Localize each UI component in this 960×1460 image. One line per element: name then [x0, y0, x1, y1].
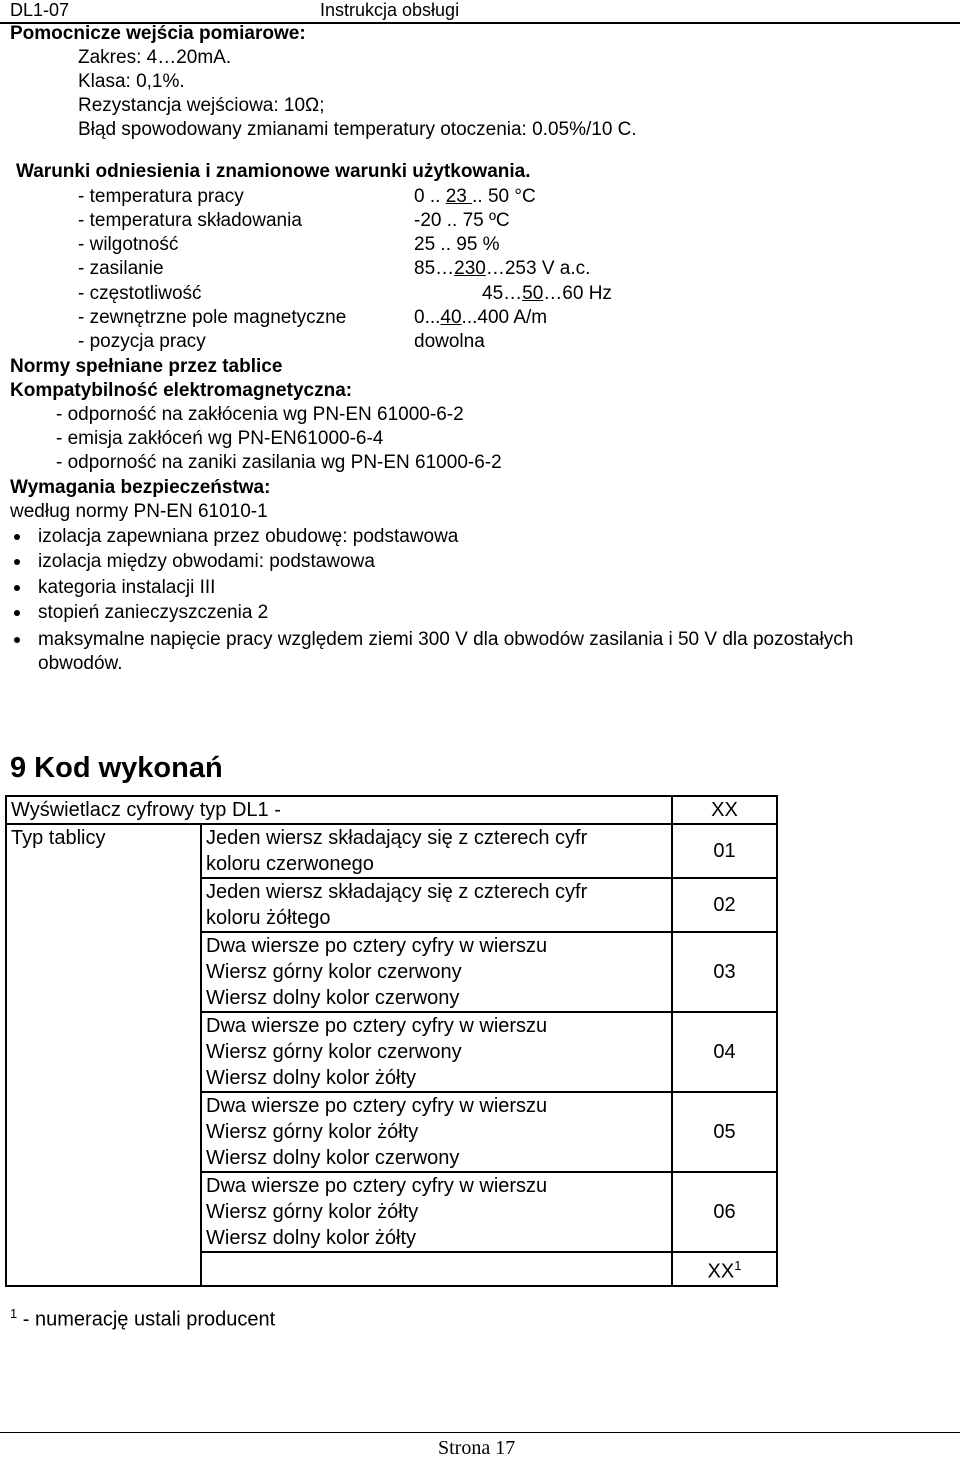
- table-cell-code: 02: [672, 878, 777, 932]
- bullet-icon: [14, 637, 20, 643]
- table-row: [6, 824, 777, 878]
- ref-label: - częstotliwość: [78, 283, 202, 304]
- table-cell: [201, 1252, 672, 1286]
- section-9-title: 9 Kod wykonań: [10, 752, 223, 784]
- table-cell-code: 03: [672, 932, 777, 1012]
- safety-norm: według normy PN-EN 61010-1: [10, 501, 268, 522]
- table-cell-code: XX: [672, 796, 777, 824]
- ref-label: - zewnętrzne pole magnetyczne: [78, 307, 347, 328]
- ref-value: 45…50…60 Hz: [482, 283, 612, 304]
- ref-value: 0 .. 23 .. 50 °C: [414, 186, 536, 207]
- ref-label: - wilgotność: [78, 234, 179, 255]
- table-cell-code: 01: [672, 824, 777, 878]
- page-header: [0, 0, 960, 24]
- table-cell-code: 04: [672, 1012, 777, 1092]
- reference-title: Warunki odniesienia i znamionowe warunki użytkowania.: [16, 161, 531, 182]
- aux-temp-error: Błąd spowodowany zmianami temperatury otoczenia: 0.05%/10 C.: [78, 119, 637, 140]
- table-cell: Dwa wiersze po cztery cyfry w wierszu Wiersz górny kolor żółty Wiersz dolny kolor żółty: [201, 1172, 672, 1252]
- safety-bullet: maksymalne napięcie pracy względem ziemi 300 V dla obwodów zasilania i 50 V dla pozostałych: [38, 629, 854, 650]
- doc-id: DL1-07: [10, 0, 70, 20]
- bullet-icon: [14, 559, 20, 565]
- ref-value: dowolna: [414, 331, 485, 352]
- table-cell: Dwa wiersze po cztery cyfry w wierszu Wiersz górny kolor czerwony Wiersz dolny kolor żółty: [201, 1012, 672, 1092]
- doc-type: Instrukcja obsługi: [320, 0, 460, 20]
- ref-value: 0...40...400 A/m: [414, 307, 548, 328]
- table-cell-code: 06: [672, 1172, 777, 1252]
- emc-title: Kompatybilność elektromagnetyczna:: [10, 380, 353, 401]
- table-row: [6, 796, 777, 824]
- ref-value: 25 .. 95 %: [414, 234, 500, 255]
- table-cell: Typ tablicy: [6, 824, 201, 1286]
- ref-label: - zasilanie: [78, 258, 164, 279]
- safety-bullet-cont: obwodów.: [38, 653, 123, 674]
- bullet-icon: [14, 534, 20, 540]
- emc-item: - emisja zakłóceń wg PN-EN61000-6-4: [56, 428, 384, 449]
- safety-bullet: izolacja zapewniana przez obudowę: podstawowa: [38, 526, 459, 547]
- page-footer: [0, 1432, 960, 1459]
- ref-label: - temperatura pracy: [78, 186, 244, 207]
- bullet-icon: [14, 610, 20, 616]
- ref-value: -20 .. 75 ºC: [414, 210, 510, 231]
- ref-label: - pozycja pracy: [78, 331, 206, 352]
- safety-bullet: stopień zanieczyszczenia 2: [38, 602, 269, 623]
- table-cell: Jeden wiersz składający się z czterech cyfr koloru czerwonego: [201, 824, 672, 878]
- aux-resistance: Rezystancja wejściowa: 10Ω;: [78, 95, 325, 116]
- norms-title: Normy spełniane przez tablice: [10, 356, 283, 377]
- table-cell-code: 05: [672, 1092, 777, 1172]
- aux-class: Klasa: 0,1%.: [78, 71, 185, 92]
- ref-label: - temperatura składowania: [78, 210, 302, 231]
- table-cell: Dwa wiersze po cztery cyfry w wierszu Wiersz górny kolor żółty Wiersz dolny kolor czerwony: [201, 1092, 672, 1172]
- emc-item: - odporność na zaniki zasilania wg PN-EN 61000-6-2: [56, 452, 502, 473]
- safety-title: Wymagania bezpieczeństwa:: [10, 477, 271, 498]
- safety-bullet: izolacja między obwodami: podstawowa: [38, 551, 375, 572]
- order-code-table: [5, 795, 778, 1287]
- aux-range: Zakres: 4…20mA.: [78, 47, 232, 68]
- aux-inputs-title: Pomocnicze wejścia pomiarowe:: [10, 23, 306, 44]
- table-cell-code: $XX^1$: [672, 1252, 777, 1286]
- emc-item: - odporność na zakłócenia wg PN-EN 61000-6-2: [56, 404, 464, 425]
- footnote: $^1$ - numerację ustali producent: [10, 1306, 276, 1331]
- safety-bullet: kategoria instalacji III: [38, 577, 216, 598]
- table-cell: Jeden wiersz składający się z czterech cyfr koloru żółtego: [201, 878, 672, 932]
- page-number: Strona 17: [438, 1437, 516, 1459]
- ref-value: 85…230…253 V a.c.: [414, 258, 591, 279]
- table-cell: Dwa wiersze po cztery cyfry w wierszu Wiersz górny kolor czerwony Wiersz dolny kolor czerwony: [201, 932, 672, 1012]
- bullet-icon: [14, 585, 20, 591]
- table-cell: Wyświetlacz cyfrowy typ DL1 -: [6, 796, 672, 824]
